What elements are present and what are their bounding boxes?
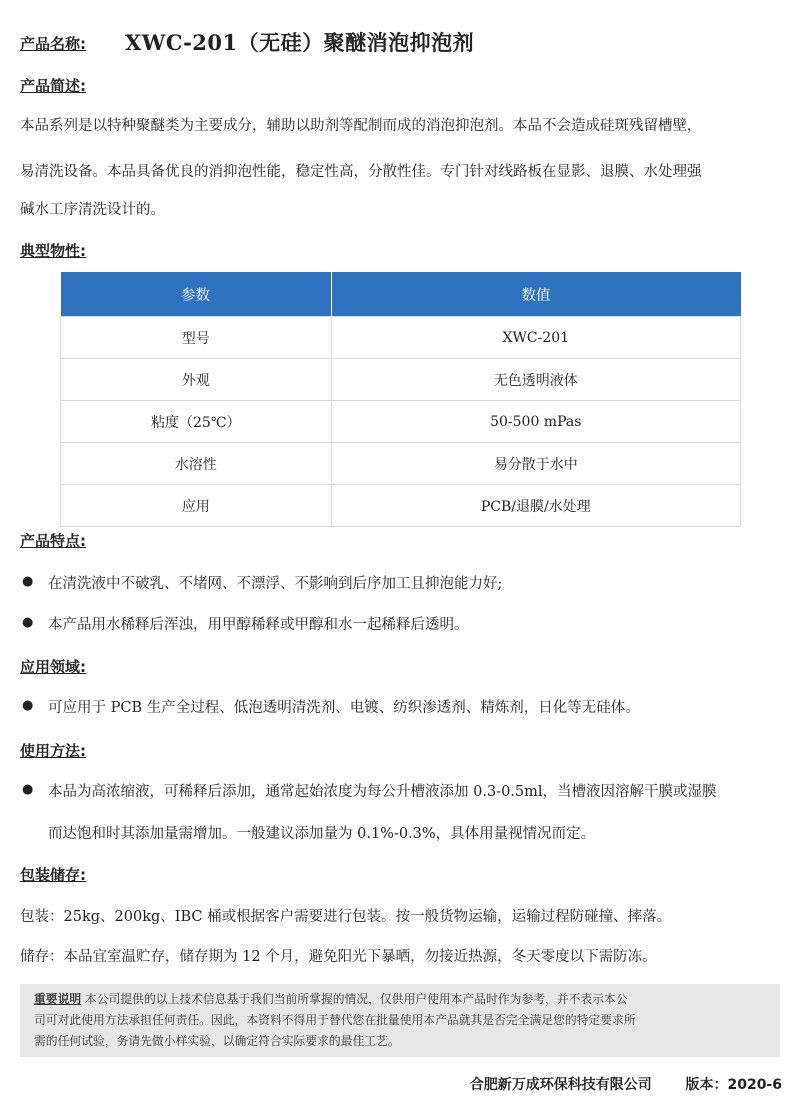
bullet-icon: ●: [22, 698, 34, 713]
notice-title: 重要说明: [34, 992, 82, 1006]
packaging-text: 包装：25kg、200kg、IBC 桶或根据客户需要进行包装。按一般货物运输，运输过程防碰撞、摔落。: [20, 909, 672, 925]
intro-text-line: 碱水工序清洗设计的。: [20, 202, 165, 218]
table-row: [61, 401, 741, 443]
application-section-title: 应用领域:: [20, 658, 86, 676]
important-notice-box: [20, 984, 780, 1057]
table-header-value: 数值: [331, 272, 741, 317]
features-section-title: 产品特点:: [20, 532, 86, 550]
table-row: [61, 485, 741, 527]
table-row: [61, 317, 741, 359]
table-row: [61, 443, 741, 485]
table-cell-value: PCB/退膜/水处理: [331, 485, 741, 527]
table-cell-parameter: 水溶性: [61, 443, 332, 485]
application-item: 可应用于 PCB 生产全过程、低泡透明清洗剂、电镀、纺织渗透剂、精炼剂，日化等无硅体。: [48, 700, 640, 716]
usage-section-title: 使用方法:: [20, 742, 86, 760]
bullet-icon: ●: [22, 782, 34, 797]
intro-section-title: 产品简述:: [20, 77, 86, 95]
intro-text-line: 易清洗设备。本品具备优良的消抑泡性能，稳定性高，分散性佳。专门针对线路板在显影、退膜、水处理强: [20, 164, 702, 180]
product-name-label: 产品名称:: [20, 35, 86, 53]
notice-line: 需的任何试验，务请先做小样实验，以确定符合实际要求的最佳工艺。: [34, 1034, 400, 1048]
table-header-row: [61, 272, 741, 317]
usage-text-line: 而达饱和时其添加量需增加。一般建议添加量为 0.1%-0.3%，具体用量视情况而定。: [48, 826, 596, 842]
notice-text: 本公司提供的以上技术信息基于我们当前所掌握的情况，仅供用户使用本产品时作为参考，并不表示本公: [81, 992, 628, 1006]
table-header-parameter: 参数: [61, 272, 332, 317]
storage-text: 储存：本品宜室温贮存，储存期为 12 个月，避免阳光下暴晒，勿接近热源，冬天零度以下需防冻。: [20, 949, 657, 965]
table-row: [61, 359, 741, 401]
table-cell-parameter: 外观: [61, 359, 332, 401]
table-cell-parameter: 应用: [61, 485, 332, 527]
table-cell-parameter: 型号: [61, 317, 332, 359]
bullet-icon: ●: [22, 615, 34, 630]
notice-line: [34, 989, 780, 1010]
bullet-icon: ●: [22, 574, 34, 589]
footer: [470, 1074, 782, 1094]
table-cell-value: XWC-201: [331, 317, 741, 359]
properties-table: [60, 272, 741, 527]
product-name: XWC-201（无硅）聚醚消泡抑泡剂: [125, 30, 475, 55]
properties-section-title: 典型物性:: [20, 242, 86, 260]
company-name: 合肥新万成环保科技有限公司: [469, 1077, 652, 1093]
table-cell-parameter: 粘度（25℃）: [61, 401, 332, 443]
table-cell-value: 50-500 mPas: [331, 401, 741, 443]
table-cell-value: 易分散于水中: [331, 443, 741, 485]
feature-item: 在清洗液中不破乳、不堵网、不漂浮、不影响到后序加工且抑泡能力好;: [48, 576, 503, 592]
intro-text-line: 本品系列是以特种聚醚类为主要成分，辅助以助剂等配制而成的消泡抑泡剂。本品不会造成硅斑残留槽壁，: [20, 118, 702, 134]
usage-text-line: 本品为高浓缩液，可稀释后添加，通常起始浓度为每公升槽液添加 0.3-0.5ml，当槽液因溶解干膜或湿膜: [48, 784, 717, 800]
packaging-section-title: 包装储存:: [20, 866, 86, 884]
feature-item: 本产品用水稀释后浑浊，用甲醇稀释或甲醇和水一起稀释后透明。: [48, 617, 469, 633]
version-label: 版本：2020-6: [685, 1077, 782, 1093]
table-cell-value: 无色透明液体: [331, 359, 741, 401]
notice-line: 司可对此使用方法承担任何责任。因此，本资料不得用于替代您在批量使用本产品就其是否完全满足您的特定要求所: [34, 1013, 636, 1027]
